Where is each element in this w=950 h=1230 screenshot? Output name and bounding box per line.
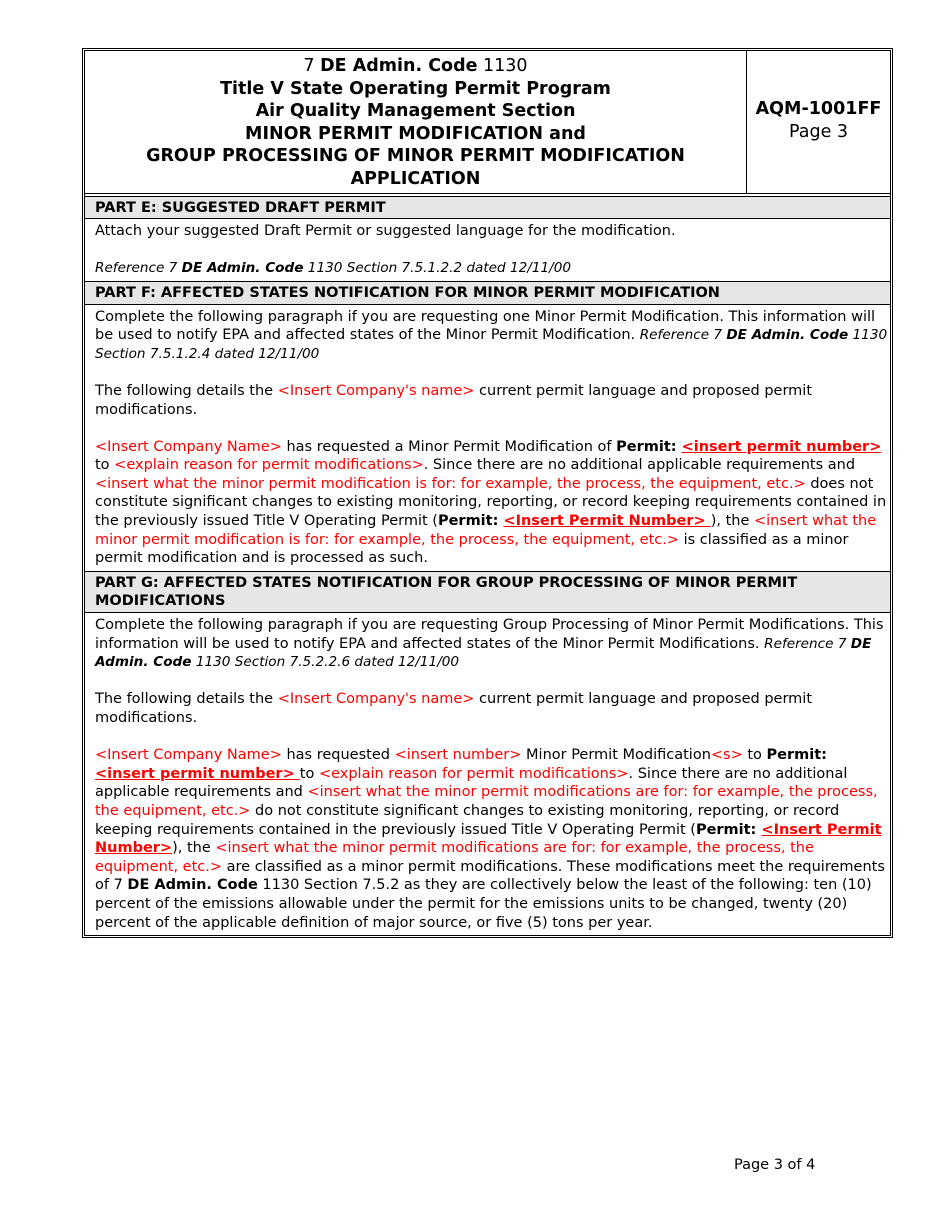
header-form-title-2: GROUP PROCESSING OF MINOR PERMIT MODIFICATION — [146, 146, 685, 167]
permit-number-placeholder: <Insert Permit Number> — [503, 513, 711, 530]
header-form-title-1: MINOR PERMIT MODIFICATION and — [245, 123, 586, 144]
part-f-details: The following details the <Insert Company's name> current permit language and proposed permit modifications. — [95, 382, 813, 418]
permit-number-placeholder: <insert permit number> — [95, 765, 300, 782]
company-name-placeholder: <Insert Company's name> — [277, 691, 475, 708]
part-e-reference: Reference 7 DE Admin. Code 1130 Section 7.5.1.2.2 dated 12/11/00 — [95, 260, 572, 277]
reason-placeholder: <explain reason for permit modifications> — [318, 765, 629, 782]
header-form-title-3: APPLICATION — [350, 168, 481, 189]
part-f-intro: Complete the following paragraph if you are requesting one Minor Permit Modification. This information will be used to notify EPA and affected states of the Minor Permit Modification. Reference 7 DE Admin. Code 1130 Section 7.5.1.2.4 dated 12/11/00 — [95, 308, 888, 362]
part-g-paragraph: <Insert Company Name> has requested <insert number> Minor Permit Modification<s> to Permit: <insert permit number> to <explain reason for permit modifications>. Since there are no additional applicable requirements and <insert what the minor permit modifications are for: for example, the process, the equipment, etc.> do not constitute significant changes to existing monitoring, reporting, or record keeping requirements contained in the previously issued Title V Operating Permit (Permit: <Insert Permit Number>), the <insert what the minor permit modifications are for: for example, the process, the equipment, etc.> are classified as a minor permit modifications. These modifications meet the requirements of 7 DE Admin. Code 1130 Section 7.5.2 as they are collectively below the least of the following: ten (10) percent of the emissions allowable under the permit for the emissions units to be changed, twenty (20) percent of the applicable definition of major source, or five (5) tons per year. — [95, 747, 885, 931]
part-e-title: PART E: SUGGESTED DRAFT PERMIT — [85, 197, 890, 220]
header-title-block — [85, 51, 747, 193]
permit-number-placeholder: <insert permit number> — [681, 438, 882, 455]
company-name-placeholder: <Insert Company's name> — [277, 382, 475, 399]
reason-placeholder: <explain reason for permit modifications> — [114, 457, 424, 474]
company-name-placeholder: <Insert Company Name> — [95, 747, 282, 764]
part-g-intro: Complete the following paragraph if you are requesting Group Processing of Minor Permit Modifications. This information will be used to notify EPA and affected states of the Minor Permit Modifications. Reference 7 DE Admin. Code 1130 Section 7.5.2.2.6 dated 12/11/00 — [95, 617, 884, 671]
header-page-label: Page 3 — [788, 121, 849, 142]
header-section-title: Air Quality Management Section — [255, 101, 576, 122]
header-form-id-block — [747, 51, 890, 193]
part-f-reference: Reference 7 DE Admin. Code 1130 Section 7.5.1.2.4 dated 12/11/00 — [95, 327, 888, 362]
part-g-title: PART G: AFFECTED STATES NOTIFICATION FOR GROUP PROCESSING OF MINOR PERMIT MODIFICATIONS — [85, 572, 890, 613]
part-f-paragraph: <Insert Company Name> has requested a Minor Permit Modification of Permit: <insert permit number> to <explain reason for permit modifications>. Since there are no additional applicable requirements and <insert what the minor permit modification is for: for example, the process, the equipment, etc.> does not constitute significant changes to existing monitoring, reporting, or record keeping requirements contained in the previously issued Title V Operating Permit (Permit: <Insert Permit Number> ), the <insert what the minor permit modification is for: for example, the process, the equipment, etc.> is classified as a minor permit modification and is processed as such. — [95, 438, 887, 567]
permit-number-placeholder: <Insert Permit Number> — [95, 821, 882, 857]
modification-purpose-placeholder: <insert what the minor permit modifications are for: for example, the process, the equipment, etc.> — [95, 784, 878, 819]
form-frame — [82, 48, 893, 938]
number-placeholder: <insert number> — [394, 747, 522, 764]
form-header — [85, 51, 890, 197]
header-code-line: 7 DE Admin. Code 1130 — [303, 56, 528, 76]
page-footer: Page 3 of 4 — [734, 1157, 816, 1173]
part-e-instructions: Attach your suggested Draft Permit or suggested language for the modification. — [95, 223, 676, 240]
form-number: AQM-1001FF — [755, 99, 882, 119]
part-f-title: PART F: AFFECTED STATES NOTIFICATION FOR MINOR PERMIT MODIFICATION — [85, 282, 890, 305]
modification-purpose-placeholder: <insert what the minor permit modification is for: for example, the process, the equipment, etc.> — [95, 513, 877, 548]
modification-purpose-placeholder: <insert what the minor permit modification is for: for example, the process, the equipment, etc.> — [95, 475, 806, 492]
modification-purpose-placeholder: <insert what the minor permit modifications are for: for example, the process, the equipment, etc.> — [95, 840, 814, 875]
plural-placeholder: <s> — [710, 747, 743, 764]
part-g-details: The following details the <Insert Company's name> current permit language and proposed permit modifications. — [95, 691, 813, 726]
part-g-body — [85, 613, 890, 935]
part-g-reference: Reference 7 DE Admin. Code 1130 Section 7.5.2.2.6 dated 12/11/00 — [95, 635, 872, 671]
header-program-title: Title V State Operating Permit Program — [220, 78, 611, 99]
company-name-placeholder: <Insert Company Name> — [95, 438, 282, 455]
part-f-body — [85, 305, 890, 572]
part-e-body — [85, 219, 890, 282]
